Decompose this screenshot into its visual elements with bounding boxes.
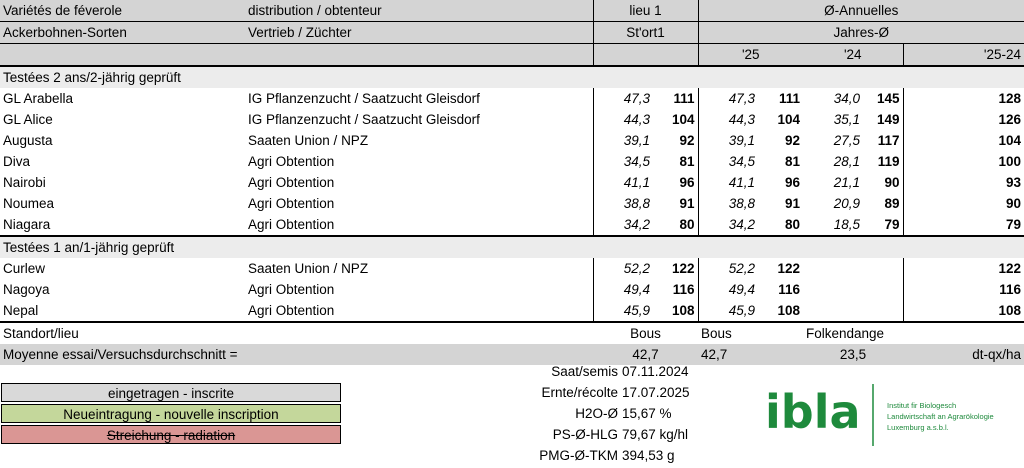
yield-2024: 21,1 (833, 175, 860, 190)
rel-2024: 117 (877, 133, 900, 148)
moyenne-row (0, 344, 1024, 365)
yield-2025: 49,4 (698, 279, 758, 300)
yield-lieu1: 45,9 (593, 300, 653, 322)
moyenne-2025: 42,7 (698, 344, 803, 365)
rel-lieu1: 108 (653, 300, 698, 322)
yield-2024 (803, 258, 863, 279)
yield-lieu1: 34,2 (593, 214, 653, 236)
table-row (0, 193, 1024, 214)
rel-lieu1: 122 (671, 261, 695, 276)
yield-2025: 38,8 (698, 193, 758, 214)
yield-lieu1: 39,1 (593, 130, 653, 151)
yield-lieu1: 47,3 (593, 88, 653, 109)
yield-2024: 35,1 (833, 112, 860, 127)
header-row-1 (0, 0, 1024, 22)
rel-2025-24: 126 (903, 109, 1024, 130)
rel-2025: 116 (778, 282, 800, 297)
variety-name: Curlew (3, 261, 46, 276)
standort-row (0, 322, 1024, 344)
distributor: Saaten Union / NPZ (248, 261, 369, 276)
variety-name: Augusta (3, 133, 53, 148)
info-label: Ernte/récolte (541, 385, 618, 400)
yield-2024: 34,0 (833, 91, 860, 106)
rel-lieu1: 81 (679, 154, 695, 169)
variety-name: Nairobi (3, 175, 46, 190)
col-y25: '25 (698, 44, 803, 67)
distributor: Agri Obtention (248, 175, 335, 190)
yield-2024: 20,9 (833, 196, 860, 211)
rel-2025-24: 79 (903, 214, 1024, 236)
rel-2025-24: 128 (903, 88, 1024, 109)
rel-lieu1: 116 (672, 282, 695, 297)
yield-lieu1: 41,1 (593, 172, 653, 193)
rel-2025-24: 90 (903, 193, 1024, 214)
rel-2024: 149 (876, 112, 900, 127)
info-label: PMG-Ø-TKM (539, 448, 618, 463)
yield-2024: 18,5 (803, 214, 863, 236)
yield-lieu1: 49,4 (593, 279, 653, 300)
info-value: 15,67 % (622, 406, 672, 421)
standort-2024: Folkendange (806, 326, 885, 341)
yield-lieu1: 34,5 (593, 151, 653, 172)
header-row-2 (0, 22, 1024, 44)
col-variety-de: Ackerbohnen-Sorten (0, 22, 245, 44)
rel-lieu1: 80 (653, 214, 698, 236)
moyenne-unit: dt-qx/ha (903, 344, 1024, 365)
rel-2025: 96 (784, 175, 800, 190)
info-label: H2O-Ø (575, 406, 618, 421)
ibla-logo (765, 378, 1015, 448)
distributor: Agri Obtention (245, 214, 593, 236)
col-jahres: Jahres-Ø (698, 22, 1024, 44)
rel-2025: 108 (758, 300, 803, 322)
col-y2524: '25-24 (903, 44, 1024, 67)
info-value: 17.07.2025 (622, 385, 690, 400)
yield-lieu1: 52,2 (593, 258, 653, 279)
section-title: Testées 2 ans/2-jährig geprüft (0, 66, 1024, 88)
yield-2025: 34,2 (698, 214, 758, 236)
standort-2025: Bous (701, 326, 732, 341)
standort-lieu1: Bous (630, 326, 661, 341)
info-value: 07.11.2024 (622, 364, 689, 379)
table-row (0, 151, 1024, 172)
logo-line-3: Luxemburg a.s.b.l. (887, 423, 949, 432)
table-row (0, 172, 1024, 193)
yield-2025: 34,5 (698, 151, 758, 172)
rel-2024 (863, 279, 903, 300)
distributor: Saaten Union / NPZ (248, 133, 369, 148)
rel-2024: 90 (884, 175, 900, 190)
col-annual: Ø-Annuelles (698, 0, 1024, 22)
rel-lieu1: 91 (679, 196, 695, 211)
rel-2025-24: 108 (903, 300, 1024, 322)
table-row (0, 279, 1024, 300)
logo-line-1: Institut fir Biologesch (887, 401, 957, 410)
legend-removed: Streichung - radiation (1, 425, 341, 444)
variety-name: GL Arabella (3, 91, 74, 106)
yield-2024: 27,5 (833, 133, 860, 148)
rel-2025: 92 (784, 133, 800, 148)
distributor: Agri Obtention (248, 196, 335, 211)
rel-2025: 80 (758, 214, 803, 236)
moyenne-lieu1: 42,7 (593, 344, 698, 365)
distributor: Agri Obtention (248, 154, 335, 169)
yield-lieu1: 38,8 (593, 193, 653, 214)
rel-2025-24: 104 (903, 130, 1024, 151)
rel-2024: 119 (877, 154, 900, 169)
rel-2025-24: 100 (903, 151, 1024, 172)
distributor: IG Pflanzenzucht / Saatzucht Gleisdorf (248, 91, 480, 106)
yield-2025: 41,1 (698, 172, 758, 193)
distributor: Agri Obtention (248, 282, 335, 297)
col-stort: St'ort1 (593, 22, 698, 44)
variety-name: GL Alice (3, 112, 53, 127)
col-dist-de: Vertrieb / Züchter (245, 22, 593, 44)
table-row (0, 130, 1024, 151)
rel-2025: 91 (784, 196, 800, 211)
yield-lieu1: 44,3 (593, 109, 653, 130)
rel-2024: 145 (876, 91, 900, 106)
legend-registered: eingetragen - inscrite (1, 383, 341, 402)
rel-2025-24: 122 (903, 258, 1024, 279)
rel-lieu1: 96 (679, 175, 695, 190)
standort-label: Standort/lieu (3, 326, 79, 341)
variety-name: Niagara (0, 214, 245, 236)
table-row (0, 214, 1024, 236)
rel-2025-24: 93 (903, 172, 1024, 193)
rel-2024 (863, 300, 903, 322)
yield-2024 (803, 300, 863, 322)
col-dist-fr: distribution / obtenteur (245, 0, 593, 22)
col-lieu: lieu 1 (593, 0, 698, 22)
table-row (0, 88, 1024, 109)
standort-empty (245, 322, 593, 344)
section-header (0, 236, 1024, 258)
rel-2024 (863, 258, 903, 279)
table-row (0, 300, 1024, 322)
yield-2024 (803, 279, 863, 300)
info-label: PS-Ø-HLG (552, 427, 618, 442)
rel-2025: 104 (777, 112, 800, 127)
rel-2025: 81 (784, 154, 800, 169)
logo-line-2: Landwirtschaft an Agrarökologie (887, 412, 994, 421)
section-title: Testées 1 an/1-jährig geprüft (0, 236, 1024, 258)
yield-2025: 47,3 (698, 88, 758, 109)
distributor: Agri Obtention (245, 300, 593, 322)
rel-2025: 122 (777, 261, 800, 276)
col-variety-fr: Variétés de féverole (0, 0, 245, 22)
rel-lieu1: 111 (673, 91, 695, 106)
variety-name: Noumea (3, 196, 55, 211)
rel-2025-24: 116 (903, 279, 1024, 300)
table-row (0, 258, 1024, 279)
rel-2024: 79 (863, 214, 903, 236)
col-y24: '24 (803, 44, 903, 67)
distributor: IG Pflanzenzucht / Saatzucht Gleisdorf (248, 112, 480, 127)
rel-lieu1: 104 (671, 112, 695, 127)
header-row-3 (0, 44, 1024, 67)
legend-new-registration: Neueintragung - nouvelle inscription (1, 404, 341, 423)
rel-2025: 111 (778, 91, 800, 106)
moyenne-label: Moyenne essai/Versuchsdurchschnitt = (0, 344, 593, 365)
table-row (0, 109, 1024, 130)
info-label: Saat/semis (551, 364, 618, 379)
variety-name: Nepal (0, 300, 245, 322)
yield-2025: 45,9 (698, 300, 758, 322)
standort-empty (903, 322, 1024, 344)
info-value: 394,53 g (622, 448, 675, 463)
rel-2024: 89 (884, 196, 900, 211)
variety-name: Nagoya (3, 282, 50, 297)
moyenne-2024: 23,5 (803, 344, 903, 365)
variety-name: Diva (3, 154, 31, 169)
rel-lieu1: 92 (679, 133, 695, 148)
yield-2024: 28,1 (833, 154, 860, 169)
yield-2025: 39,1 (698, 130, 758, 151)
yield-2025: 44,3 (698, 109, 758, 130)
yield-2025: 52,2 (698, 258, 758, 279)
section-header (0, 66, 1024, 88)
logo-mark: ibla (765, 385, 861, 439)
info-value: 79,67 kg/hl (622, 427, 689, 442)
